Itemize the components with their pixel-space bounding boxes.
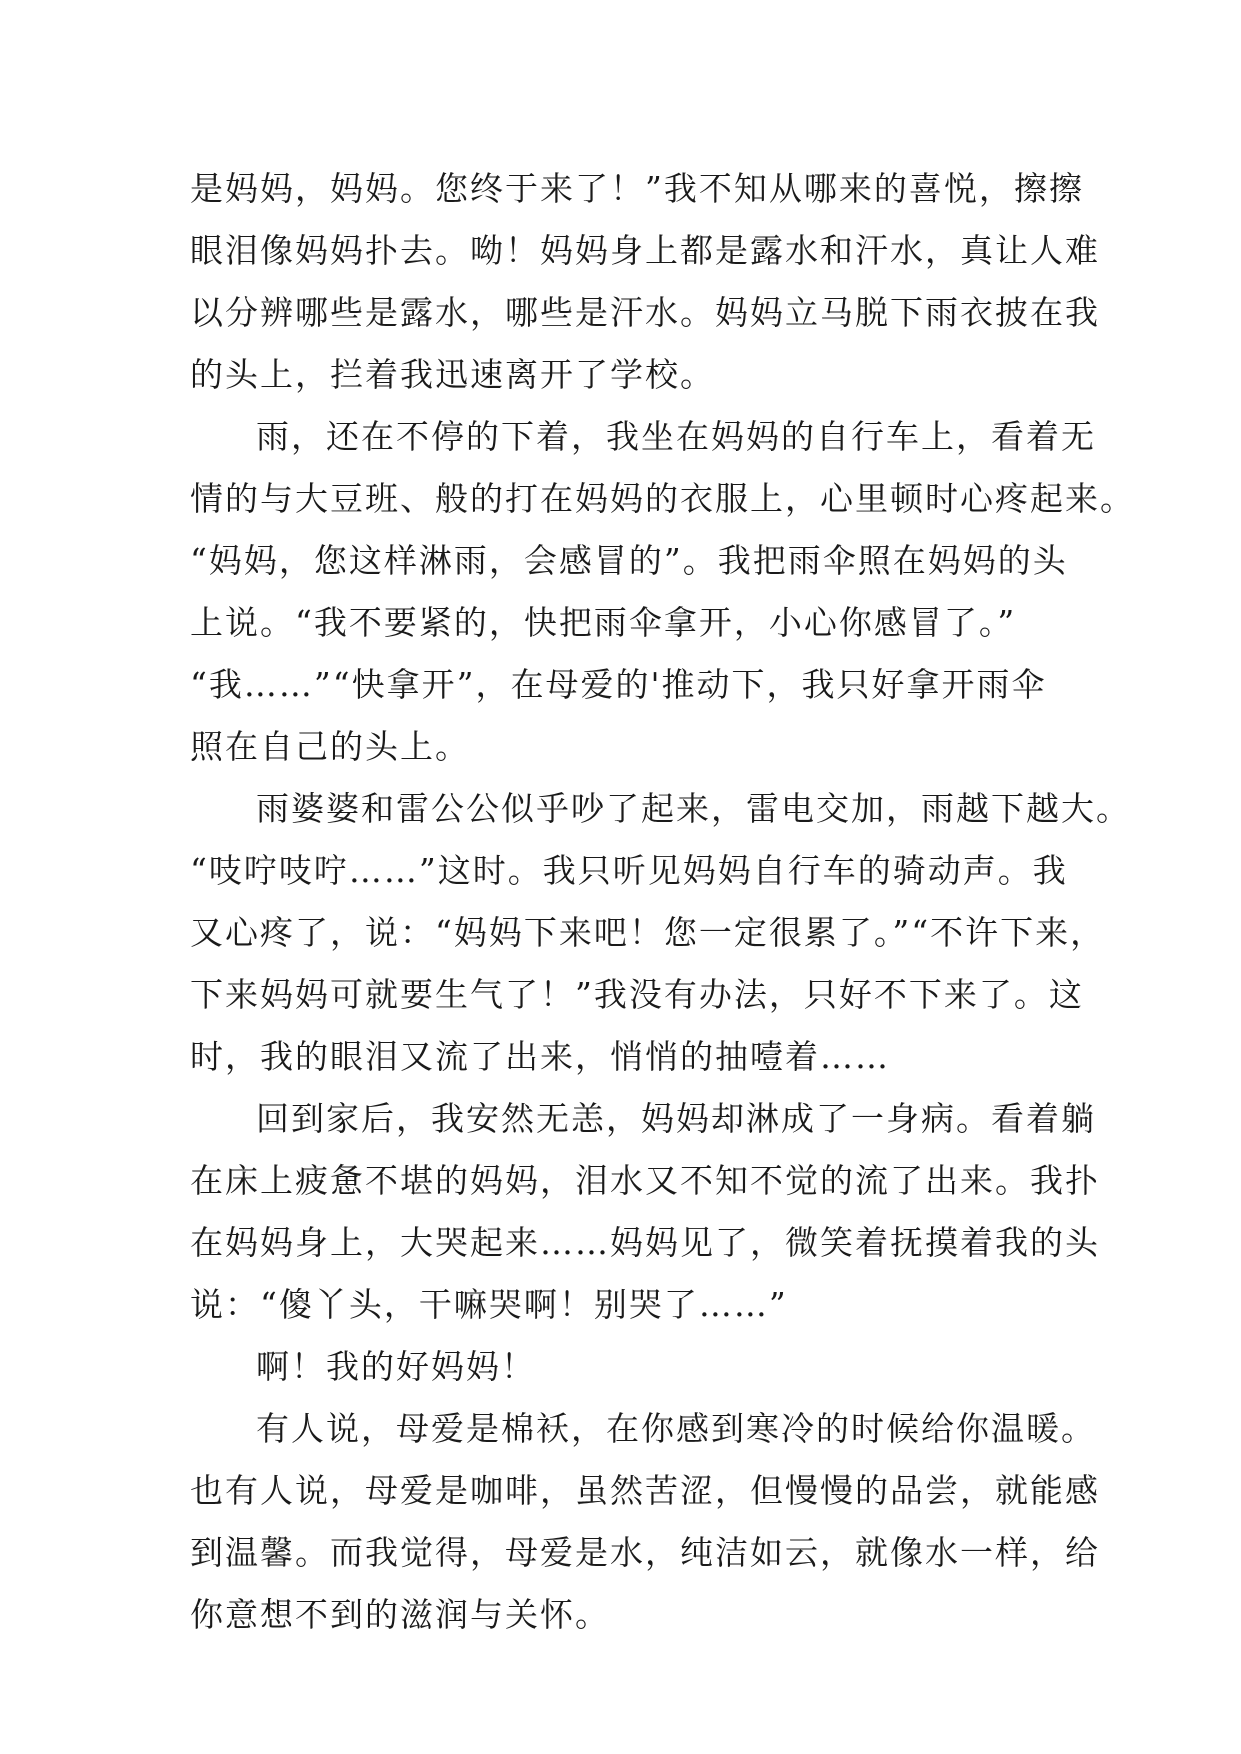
text-line: 照在自己的头上。 [190, 727, 470, 766]
text-line: 说：“傻丫头，干嘛哭啊！别哭了……” [190, 1285, 788, 1324]
text-line: 眼泪像妈妈扑去。呦！妈妈身上都是露水和汗水，真让人难 [190, 231, 1100, 270]
text-line: 又心疼了，说：“妈妈下来吧！您一定很累了。”“不许下来， [190, 913, 1106, 952]
text-line: 有人说，母爱是棉袄，在你感到寒冷的时候给你温暖。 [256, 1409, 1096, 1448]
text-line: 是妈妈，妈妈。您终于来了！”我不知从哪来的喜悦，擦擦 [190, 169, 1084, 208]
text-line: 到温馨。而我觉得，母爱是水，纯洁如云，就像水一样，给 [190, 1533, 1100, 1572]
text-line: 雨，还在不停的下着，我坐在妈妈的自行车上，看着无 [256, 417, 1096, 456]
text-line: 以分辨哪些是露水，哪些是汗水。妈妈立马脱下雨衣披在我 [190, 293, 1100, 332]
text-line: 雨婆婆和雷公公似乎吵了起来，雷电交加，雨越下越大。 [256, 789, 1131, 828]
text-line: “妈妈，您这样淋雨，会感冒的”。我把雨伞照在妈妈的头 [190, 541, 1068, 580]
text-line: 下来妈妈可就要生气了！”我没有办法，只好不下来了。这 [190, 975, 1084, 1014]
text-line: 在妈妈身上，大哭起来……妈妈见了，微笑着抚摸着我的头 [190, 1223, 1100, 1262]
text-line: 回到家后，我安然无恙，妈妈却淋成了一身病。看着躺 [256, 1099, 1096, 1138]
text-line: 也有人说，母爱是咖啡，虽然苦涩，但慢慢的品尝，就能感 [190, 1471, 1100, 1510]
text-line: 时，我的眼泪又流了出来，悄悄的抽噎着…… [190, 1037, 890, 1076]
text-line: 上说。“我不要紧的，快把雨伞拿开，小心你感冒了。” [190, 603, 1017, 642]
document-body [190, 158, 1135, 1646]
text-line: 在床上疲惫不堪的妈妈，泪水又不知不觉的流了出来。我扑 [190, 1161, 1100, 1200]
text-line: 情的与大豆班、般的打在妈妈的衣服上，心里顿时心疼起来。 [190, 479, 1135, 518]
text-line: “我……”“快拿开”，在母爱的'推动下，我只好拿开雨伞 [190, 665, 1047, 704]
text-line: “吱咛吱咛……”这时。我只听见妈妈自行车的骑动声。我 [190, 851, 1068, 890]
text-line: 你意想不到的滋润与关怀。 [190, 1595, 610, 1634]
text-line: 的头上，拦着我迅速离开了学校。 [190, 355, 715, 394]
text-line: 啊！我的好妈妈！ [256, 1347, 536, 1386]
